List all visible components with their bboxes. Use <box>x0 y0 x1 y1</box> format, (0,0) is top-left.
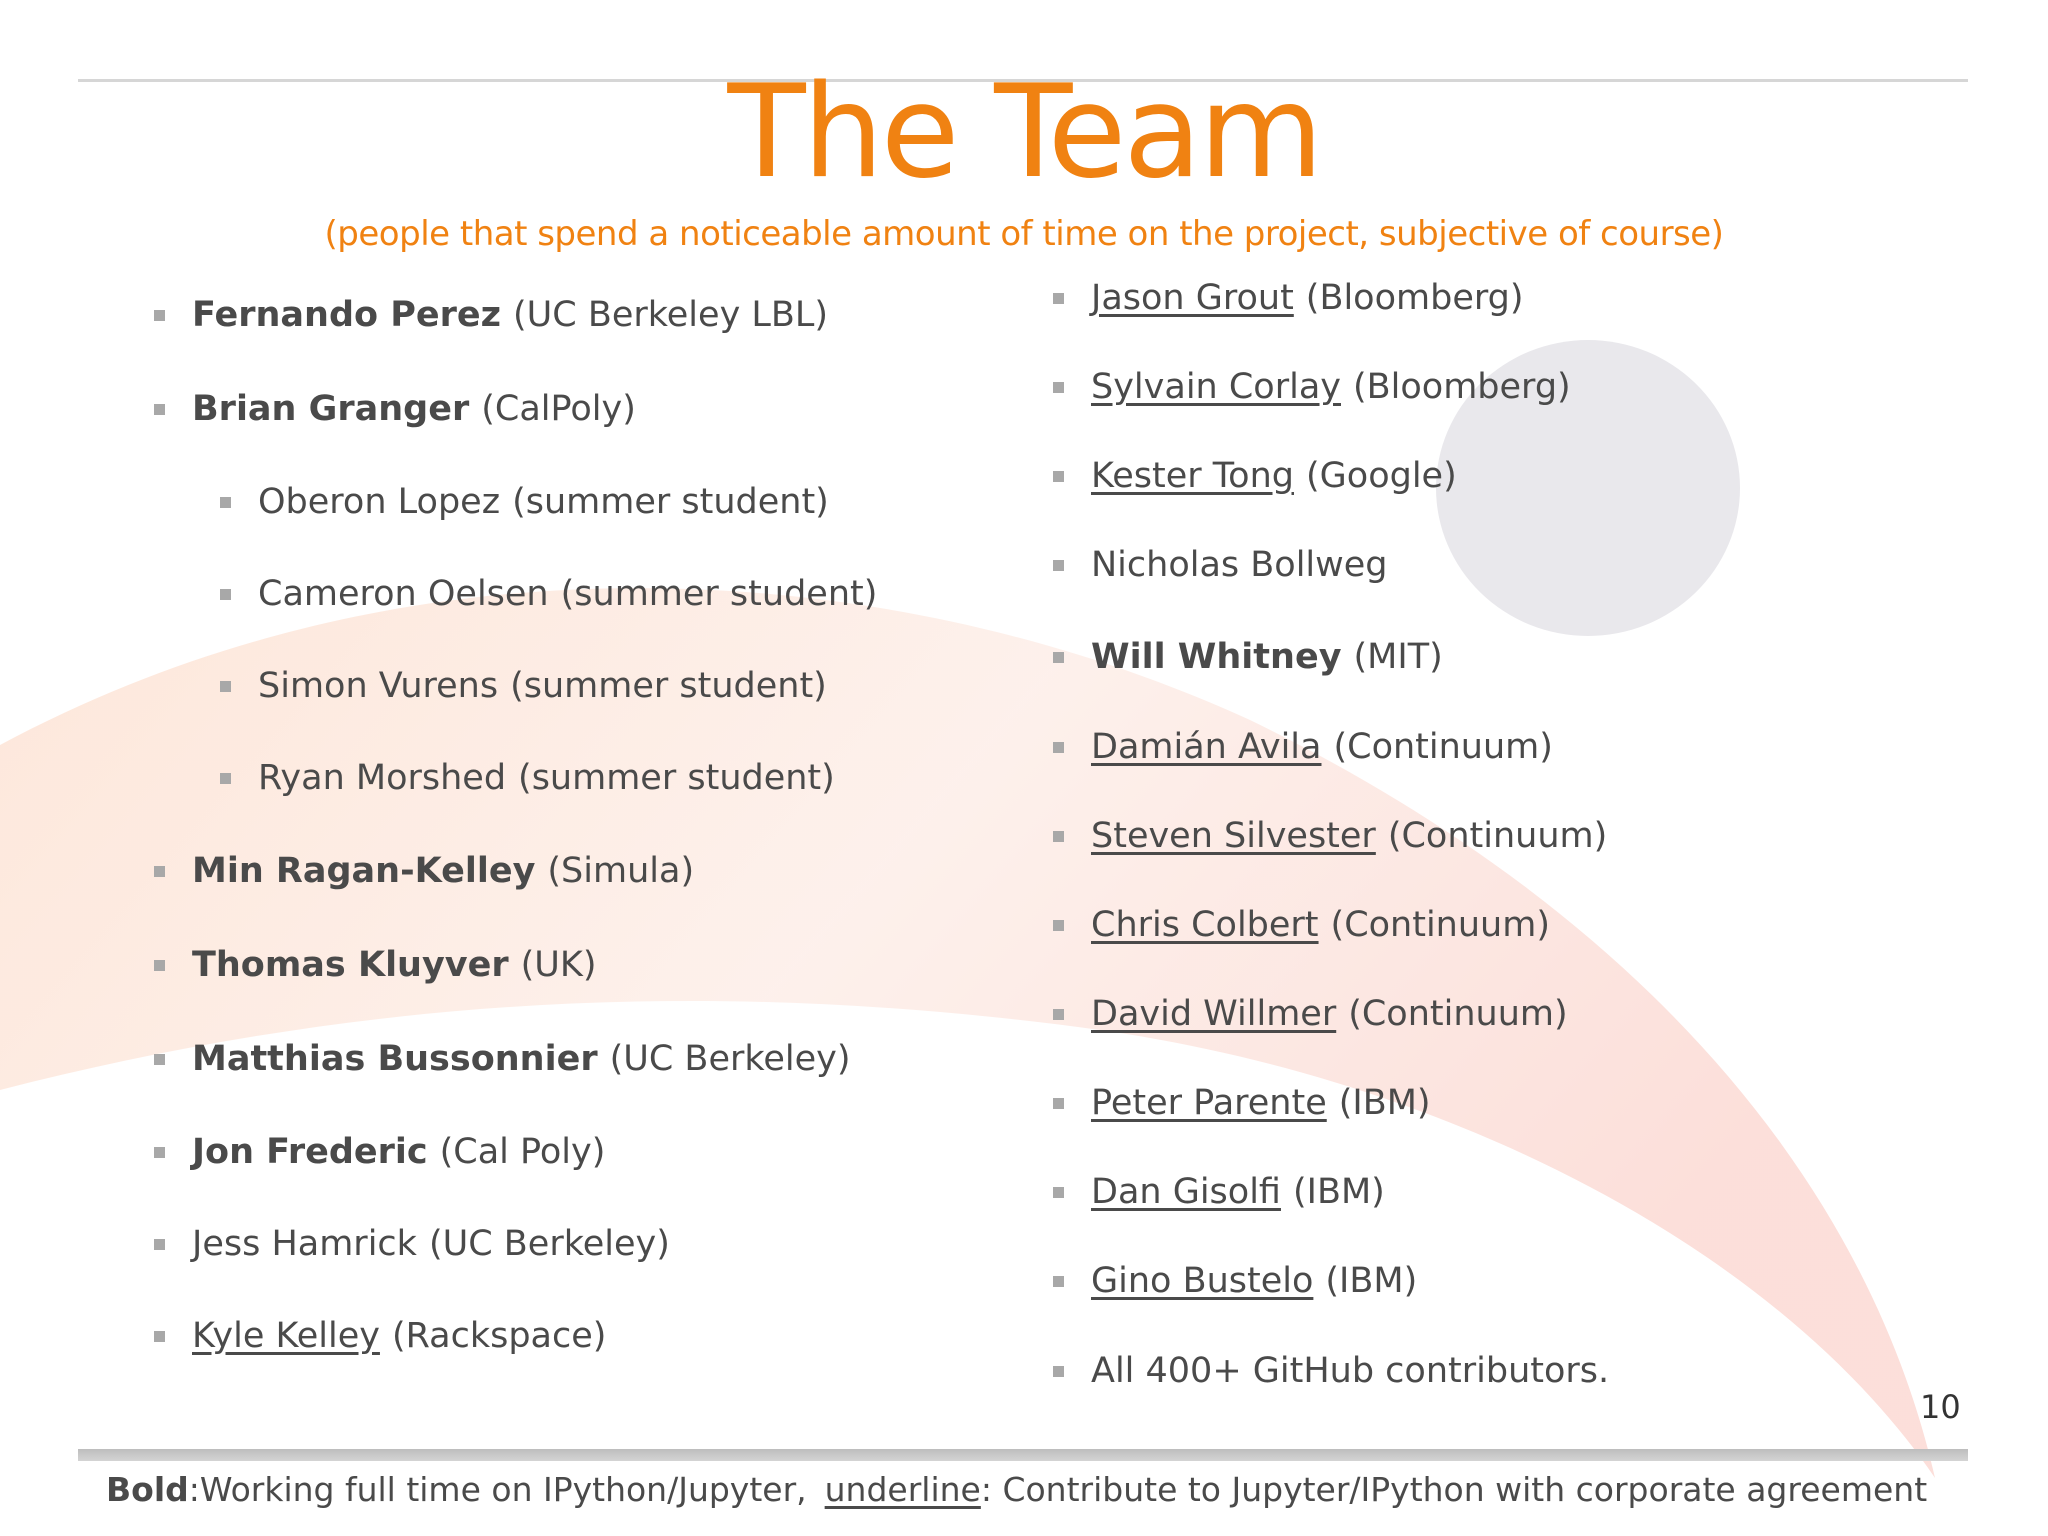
team-member-item <box>1091 543 1388 587</box>
member-affiliation: (summer student) <box>560 574 878 614</box>
member-name: Dan Gisolfi <box>1091 1172 1281 1212</box>
member-name: Thomas Kluyver <box>192 945 509 985</box>
member-affiliation: (UC Berkeley) <box>609 1039 851 1079</box>
team-member-item <box>192 849 694 893</box>
member-name: Oberon Lopez <box>258 482 501 522</box>
team-member-item <box>258 756 835 800</box>
member-name: Chris Colbert <box>1091 905 1319 945</box>
legend-bold-desc: :Working full time on IPython/Jupyter, <box>188 1470 807 1509</box>
team-member-item <box>192 1314 606 1358</box>
page-number: 10 <box>1920 1388 1961 1426</box>
team-member-item <box>192 1222 670 1266</box>
team-member-item <box>1091 1081 1431 1125</box>
member-name: Brian Granger <box>192 389 470 429</box>
member-name: Gino Bustelo <box>1091 1261 1314 1301</box>
member-name: Peter Parente <box>1091 1083 1327 1123</box>
team-member-item <box>192 1130 605 1174</box>
member-name: Will Whitney <box>1091 637 1342 677</box>
member-affiliation: (MIT) <box>1353 637 1443 677</box>
team-member-item <box>192 943 597 987</box>
member-affiliation: (summer student) <box>518 758 835 798</box>
member-name: David Willmer <box>1091 994 1337 1034</box>
member-name: Simon Vurens <box>258 666 499 706</box>
member-affiliation: (Continuum) <box>1333 727 1553 767</box>
legend-underline-desc: : Contribute to Jupyter/IPython with corporate agreement <box>980 1470 1928 1509</box>
member-name: Fernando Perez <box>192 295 501 335</box>
member-affiliation: (Continuum) <box>1387 816 1608 856</box>
member-affiliation: (CalPoly) <box>481 389 636 429</box>
member-affiliation: (Cal Poly) <box>439 1132 606 1172</box>
team-member-item <box>1091 1259 1417 1303</box>
member-affiliation: (UK) <box>520 945 597 985</box>
member-affiliation: (Bloomberg) <box>1352 367 1571 407</box>
team-member-item <box>1091 992 1568 1036</box>
team-member-item <box>258 664 827 708</box>
legend-underline-key: underline <box>824 1470 981 1509</box>
member-affiliation: (UC Berkeley) <box>428 1224 670 1264</box>
member-affiliation: (summer student) <box>512 482 829 522</box>
team-member-item <box>192 293 828 337</box>
team-member-item <box>192 387 636 431</box>
member-affiliation: (Continuum) <box>1348 994 1568 1034</box>
member-affiliation: (Simula) <box>547 851 695 891</box>
member-name: Kester Tong <box>1091 456 1294 496</box>
team-member-item <box>1091 1349 1609 1393</box>
member-name: Ryan Morshed <box>258 758 507 798</box>
team-member-item <box>1091 635 1443 679</box>
team-member-item <box>1091 903 1550 947</box>
team-member-item <box>1091 454 1457 498</box>
member-name: Jason Grout <box>1091 278 1294 318</box>
member-name: Kyle Kelley <box>192 1316 380 1356</box>
member-affiliation: (Google) <box>1306 456 1457 496</box>
member-affiliation: (IBM) <box>1292 1172 1385 1212</box>
bottom-rule <box>78 1449 1968 1461</box>
team-member-item <box>1091 365 1571 409</box>
team-member-item <box>1091 725 1553 769</box>
member-affiliation: (IBM) <box>1325 1261 1418 1301</box>
team-member-item <box>1091 814 1607 858</box>
team-member-item <box>258 572 877 616</box>
member-name: Sylvain Corlay <box>1091 367 1341 407</box>
legend-footer <box>106 1470 1927 1509</box>
member-name: Damián Avila <box>1091 727 1322 767</box>
member-affiliation: (Bloomberg) <box>1305 278 1524 318</box>
team-member-item <box>258 480 829 524</box>
member-affiliation: (UC Berkeley LBL) <box>512 295 829 335</box>
member-name: Steven Silvester <box>1091 816 1376 856</box>
member-name: Jon Frederic <box>192 1132 428 1172</box>
member-name: Matthias Bussonnier <box>192 1039 598 1079</box>
team-member-item <box>192 1037 851 1081</box>
member-name: All 400+ GitHub contributors. <box>1091 1351 1610 1391</box>
team-member-item <box>1091 276 1524 320</box>
member-name: Min Ragan-Kelley <box>192 851 536 891</box>
team-member-item <box>1091 1170 1385 1214</box>
member-name: Jess Hamrick <box>192 1224 417 1264</box>
member-affiliation: (IBM) <box>1338 1083 1431 1123</box>
member-affiliation: (Rackspace) <box>391 1316 607 1356</box>
page-subtitle: (people that spend a noticeable amount of time on the project, subjective of course) <box>324 214 1724 254</box>
member-affiliation: (Continuum) <box>1330 905 1550 945</box>
member-name: Cameron Oelsen <box>258 574 549 614</box>
legend-bold-key: Bold <box>106 1470 189 1509</box>
member-name: Nicholas Bollweg <box>1091 545 1388 585</box>
page-title: The Team <box>727 58 1321 207</box>
member-affiliation: (summer student) <box>510 666 827 706</box>
